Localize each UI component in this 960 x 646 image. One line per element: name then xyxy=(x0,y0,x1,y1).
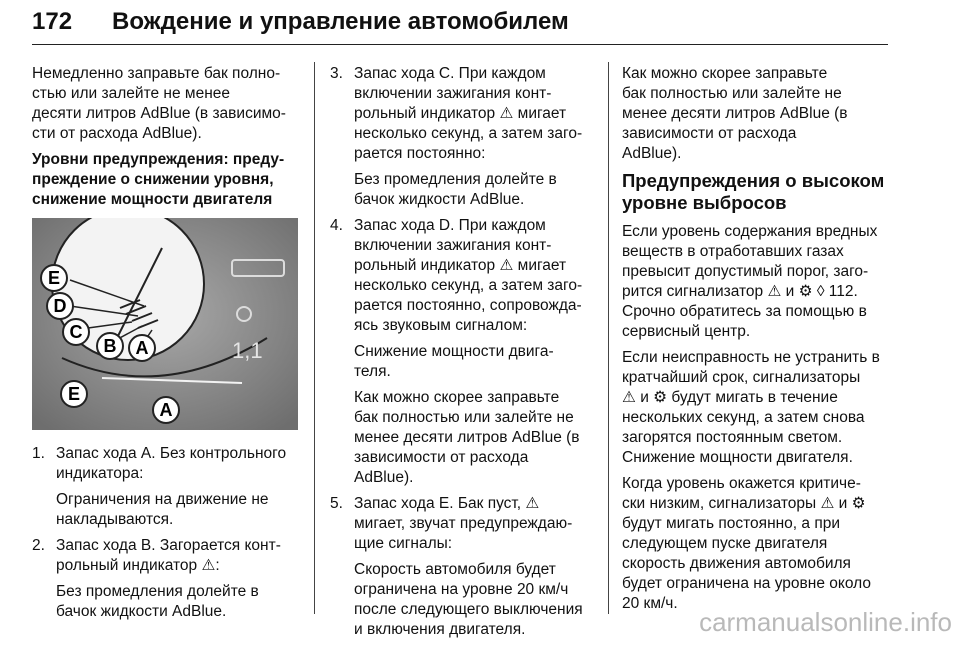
warning-levels-subheading: Уровни предупреждения: преду- преждение о снижении уровня, снижение мощности двигателя xyxy=(32,151,285,208)
figure-label-c: C xyxy=(69,322,83,342)
list-item-number: 2. xyxy=(32,537,45,554)
column-2 xyxy=(330,64,596,646)
list-item-detail: Без промедления долейте в бачок жидкости AdBlue. xyxy=(56,583,259,620)
watermark: carmanualsonline.info xyxy=(699,607,952,637)
figure-label-a: A xyxy=(135,338,149,358)
page-title: Вождение и управление автомобилем xyxy=(112,8,569,35)
list-item-text: Запас хода D. При каждом включении зажигания конт- рольный индикатор ⚠ мигает несколько секунд, а затем заго- рается постоянно, сопровожда- ясь звуковым сигналом: xyxy=(354,217,583,334)
intro-paragraph: Немедленно заправьте бак полно- стью или залейте не менее десяти литров AdBlue (в зависимо- сти от расхода AdBlue). xyxy=(32,65,286,142)
list-item-text: Запас хода C. При каждом включении зажигания конт- рольный индикатор ⚠ мигает несколько секунд, а затем заго- рается постоянно: xyxy=(354,65,583,162)
column-1 xyxy=(32,64,300,628)
list-item-number: 3. xyxy=(330,65,343,82)
figure-label-e: E xyxy=(47,268,61,288)
list-item-text: Запас хода B. Загорается конт- рольный индикатор ⚠: xyxy=(56,537,281,574)
emissions-paragraph-1: Если уровень содержания вредных веществ в отработавших газах превысит допустимый порог, заго- рится сигнализатор ⚠ и ⚙ ◊ 112. Срочно обратитесь за помощью в сервисный центр. xyxy=(622,223,878,340)
column-3 xyxy=(622,64,892,620)
list-item xyxy=(330,216,596,488)
list-item-detail: Снижение мощности двига- теля. xyxy=(354,343,554,380)
list-item-text: Запас хода E. Бак пуст, ⚠ мигает, звучат предупреждаю- щие сигналы: xyxy=(354,495,573,552)
list-item xyxy=(32,444,300,530)
column-divider-2 xyxy=(608,62,609,614)
header-rule xyxy=(32,44,888,45)
adblue-gauge-figure xyxy=(32,218,298,430)
list-item-detail: Скорость автомобиля будет ограничена на уровне 20 км/ч после следующего выключения и включения двигателя. xyxy=(354,561,583,638)
list-item-number: 5. xyxy=(330,495,343,512)
list-item-detail: Без промедления долейте в бачок жидкости AdBlue. xyxy=(354,171,557,208)
list-item-text: Запас хода A. Без контрольного индикатора: xyxy=(56,445,287,482)
list-item xyxy=(32,536,300,622)
list-item-number: 1. xyxy=(32,445,45,462)
svg-text:1,1: 1,1 xyxy=(232,338,263,363)
list-item-detail: Ограничения на движение не накладываются. xyxy=(56,491,269,528)
continued-paragraph: Как можно скорее заправьте бак полностью или залейте не менее десяти литров AdBlue (в зависимости от расхода AdBlue). xyxy=(622,65,848,162)
page-number: 172 xyxy=(32,8,73,35)
list-item xyxy=(330,64,596,210)
list-item-number: 4. xyxy=(330,217,343,234)
emissions-heading: Предупреждения о высоком уровне выбросов xyxy=(622,170,885,213)
figure-label-b: B xyxy=(103,336,117,356)
figure-label-e-lower: E xyxy=(67,384,81,404)
figure-label-d: D xyxy=(53,296,67,316)
list-item xyxy=(330,494,596,640)
list-item-detail-2: Как можно скорее заправьте бак полностью или залейте не менее десяти литров AdBlue (в зависимости от расхода AdBlue). xyxy=(354,389,580,486)
column-divider-1 xyxy=(314,62,315,614)
emissions-paragraph-3: Когда уровень окажется критиче- ски низким, сигнализаторы ⚠ и ⚙ будут мигать постоянно, а при следующем пуске двигателя скорость движения автомобиля будет ограничена на уровне около 20 км/ч. xyxy=(622,475,871,612)
emissions-paragraph-2: Если неисправность не устранить в кратчайший срок, сигнализаторы ⚠ и ⚙ будут мигать в течение нескольких секунд, а затем снова загорятся постоянным светом. Снижение мощности двигателя. xyxy=(622,349,880,466)
figure-label-a-lower: A xyxy=(159,400,173,420)
